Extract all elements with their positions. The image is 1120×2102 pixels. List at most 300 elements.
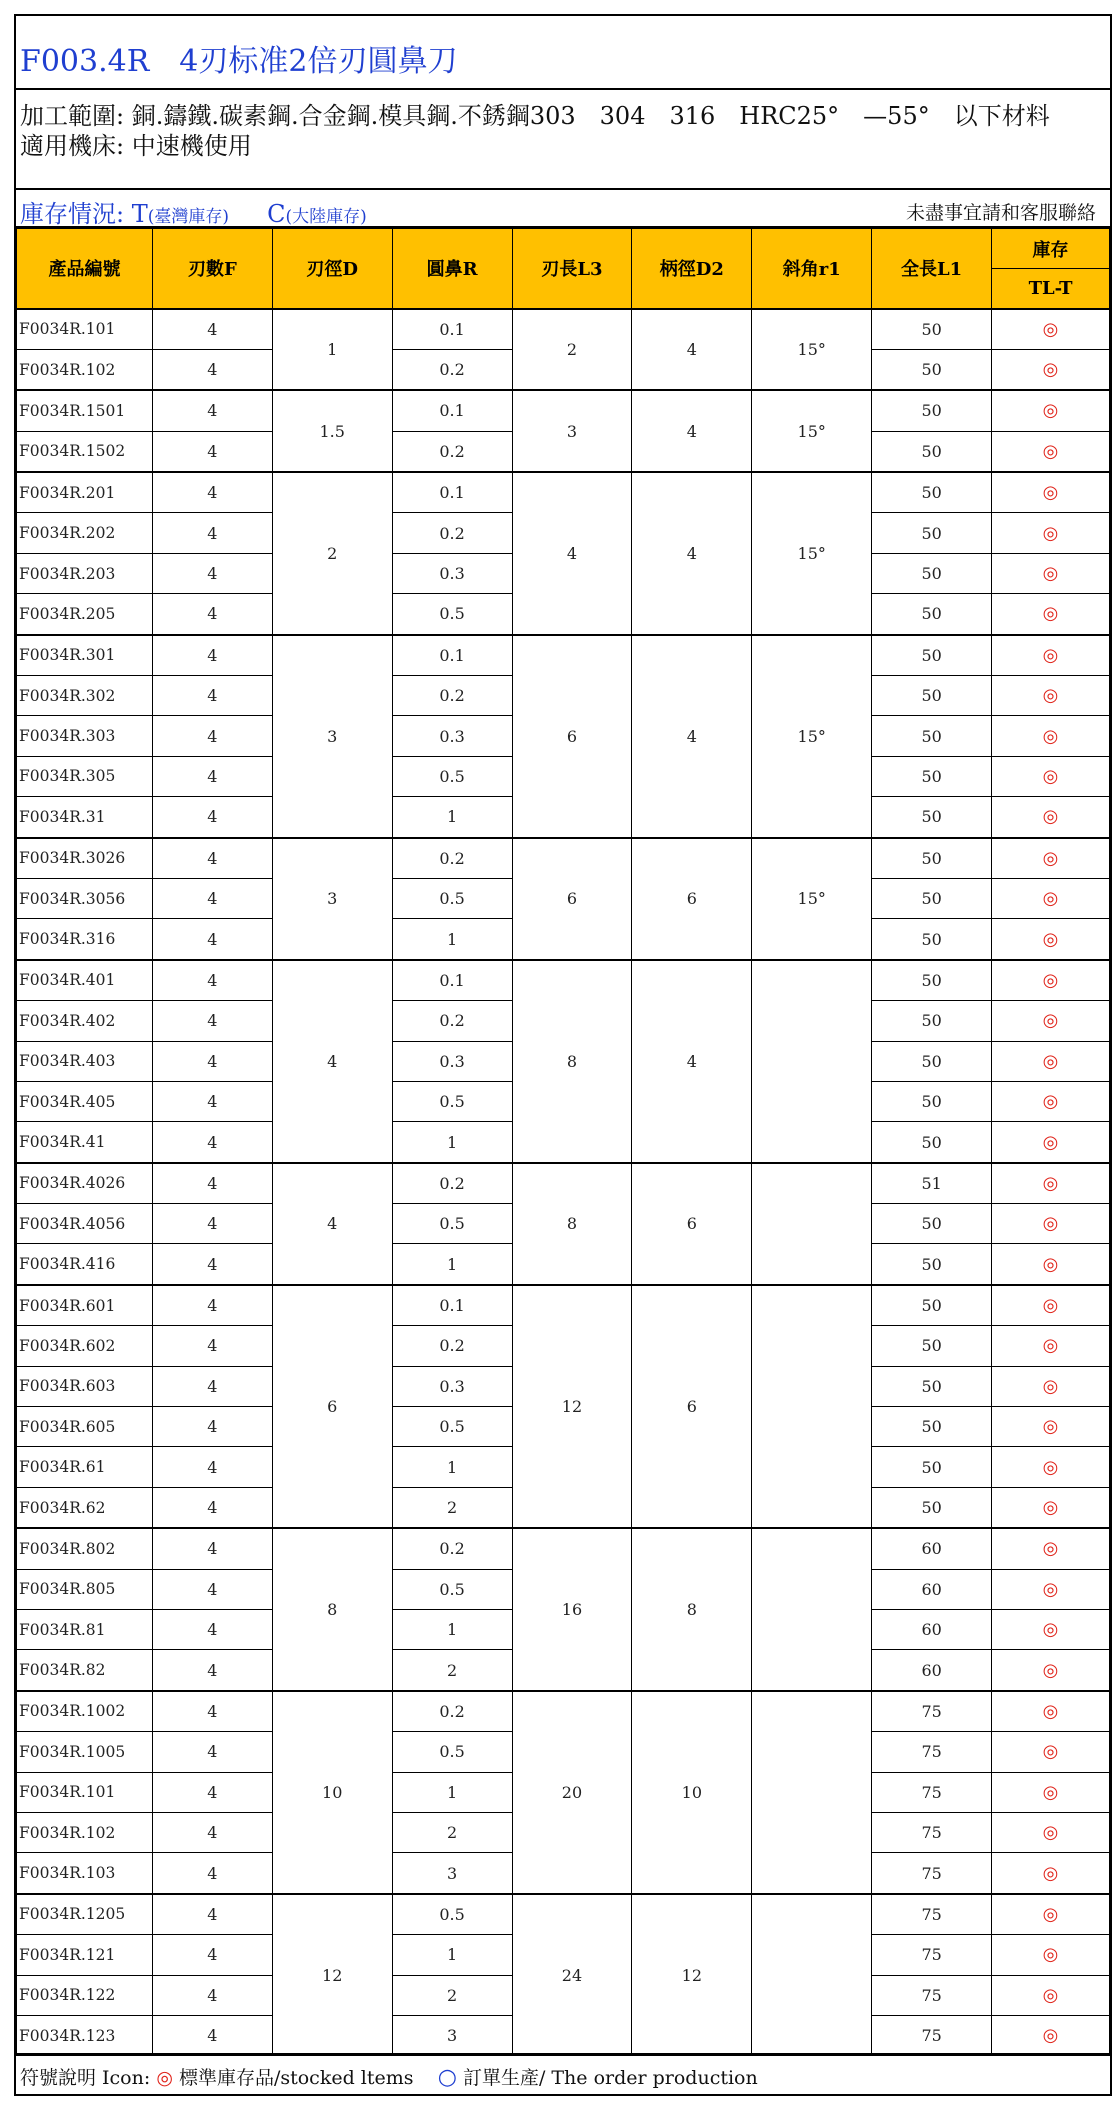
flute-count: 4 [152,676,272,716]
diameter-cell: 8 [272,1528,392,1691]
radius-cell: 1 [392,1447,512,1487]
overall-length-cell: 50 [872,797,992,838]
overall-length-cell: 75 [872,2015,992,2055]
header-radius: 圓鼻R [392,229,512,309]
overall-length-cell: 50 [872,1366,992,1406]
flute-count: 4 [152,960,272,1001]
table-row [17,635,1110,676]
product-code: F0034R.102 [17,1812,153,1852]
stock-label: 庫存情況: [20,200,125,228]
radius-cell: 1 [392,1935,512,1975]
radius-cell: 0.2 [392,1001,512,1041]
radius-cell: 0.2 [392,431,512,472]
radius-cell: 2 [392,1487,512,1528]
flute-count: 4 [152,1366,272,1406]
overall-length-cell: 75 [872,1975,992,2015]
product-code: F0034R.602 [17,1326,153,1366]
taiwan-code: T [131,200,148,228]
radius-cell: 1 [392,1122,512,1163]
stock-cell: ◎ [992,1812,1110,1852]
diameter-cell: 3 [272,635,392,838]
stock-cell: ◎ [992,1366,1110,1406]
overall-length-cell: 50 [872,472,992,513]
stock-cell: ◎ [992,1447,1110,1487]
product-code: F0034R.41 [17,1122,153,1163]
stock-cell: ◎ [992,472,1110,513]
product-code: F0034R.81 [17,1610,153,1650]
flute-count: 4 [152,1041,272,1081]
radius-cell: 0.5 [392,756,512,796]
diameter-cell: 12 [272,1894,392,2056]
diameter-cell: 6 [272,1285,392,1528]
overall-length-cell: 50 [872,431,992,472]
overall-length-cell: 50 [872,878,992,918]
stock-cell: ◎ [992,390,1110,431]
flute-count: 4 [152,553,272,593]
shank-cell: 4 [632,960,752,1163]
shank-cell: 6 [632,1285,752,1528]
overall-length-cell: 50 [872,1285,992,1326]
overall-length-cell: 60 [872,1650,992,1691]
shank-cell: 4 [632,390,752,472]
title-row [16,16,1110,90]
radius-cell: 0.5 [392,1407,512,1447]
stock-cell: ◎ [992,1772,1110,1812]
flute-length-cell: 6 [512,635,632,838]
radius-cell: 0.5 [392,1569,512,1609]
product-code: F0034R.3026 [17,838,153,879]
product-code: F0034R.405 [17,1081,153,1121]
overall-length-cell: 50 [872,838,992,879]
bevel-cell [752,1285,872,1528]
radius-cell: 0.2 [392,1326,512,1366]
radius-cell: 2 [392,1812,512,1852]
stock-cell: ◎ [992,1650,1110,1691]
radius-cell: 0.5 [392,1081,512,1121]
stock-cell: ◎ [992,594,1110,635]
stock-cell: ◎ [992,553,1110,593]
china-name: (大陸庫存) [285,207,367,227]
flute-length-cell: 24 [512,1894,632,2056]
stock-cell: ◎ [992,2015,1110,2055]
flute-count: 4 [152,1001,272,1041]
order-text: 訂單生產/ The order production [462,2067,758,2089]
product-code: F0034R.101 [17,1772,153,1812]
flute-length-cell: 20 [512,1691,632,1894]
header-overall-length: 全長L1 [872,229,992,309]
header-code: 產品編號 [17,229,153,309]
product-code: F0034R.201 [17,472,153,513]
product-code: F0034R.402 [17,1001,153,1041]
product-code: F0034R.305 [17,756,153,796]
product-code: F0034R.203 [17,553,153,593]
bevel-cell [752,1163,872,1285]
radius-cell: 3 [392,2015,512,2055]
bevel-cell: 15° [752,838,872,960]
bevel-cell [752,1528,872,1691]
radius-cell: 0.3 [392,553,512,593]
table-row [17,1528,1110,1569]
radius-cell: 1 [392,919,512,960]
stock-row [16,190,1110,228]
overall-length-cell: 51 [872,1163,992,1204]
overall-length-cell: 50 [872,1001,992,1041]
stock-cell: ◎ [992,1001,1110,1041]
taiwan-name: (臺灣庫存) [147,207,230,227]
flute-count: 4 [152,1326,272,1366]
stock-cell: ◎ [992,1853,1110,1894]
table-row [17,309,1110,350]
stock-cell: ◎ [992,1732,1110,1772]
table-row [17,838,1110,879]
flute-count: 4 [152,1853,272,1894]
flute-length-cell: 2 [512,309,632,391]
overall-length-cell: 75 [872,1935,992,1975]
table-row [17,472,1110,513]
overall-length-cell: 50 [872,635,992,676]
radius-cell: 0.1 [392,960,512,1001]
flute-count: 4 [152,1487,272,1528]
product-code: F0034R.101 [17,309,153,350]
flute-count: 4 [152,349,272,390]
stock-cell: ◎ [992,1163,1110,1204]
overall-length-cell: 60 [872,1528,992,1569]
overall-length-cell: 50 [872,1122,992,1163]
product-code: F0034R.1502 [17,431,153,472]
overall-length-cell: 75 [872,1772,992,1812]
header-shank: 柄徑D2 [632,229,752,309]
flute-count: 4 [152,594,272,635]
stock-cell: ◎ [992,1487,1110,1528]
radius-cell: 0.2 [392,1163,512,1204]
product-code: F0034R.205 [17,594,153,635]
flute-count: 4 [152,1732,272,1772]
product-code: F0034R.62 [17,1487,153,1528]
flute-count: 4 [152,1812,272,1852]
table-row [17,960,1110,1001]
product-code: F0034R.31 [17,797,153,838]
radius-cell: 0.2 [392,676,512,716]
shank-cell: 6 [632,1163,752,1285]
bevel-cell: 15° [752,390,872,472]
legend [20,2063,758,2090]
diameter-cell: 4 [272,1163,392,1285]
radius-cell: 0.1 [392,309,512,350]
header-flutes: 刃數F [152,229,272,309]
page-title: F003.4R 4刃标准2倍刃圓鼻刀 [20,44,458,79]
legend-row [16,2053,1110,2094]
flute-count: 4 [152,797,272,838]
header-stock-sub: TL-T [992,269,1110,309]
product-code: F0034R.121 [17,1935,153,1975]
flute-count: 4 [152,878,272,918]
stock-cell: ◎ [992,1407,1110,1447]
shank-cell: 4 [632,309,752,391]
flute-count: 4 [152,390,272,431]
overall-length-cell: 50 [872,676,992,716]
table-row [17,1285,1110,1326]
flute-count: 4 [152,1894,272,1935]
stock-cell: ◎ [992,919,1110,960]
radius-cell: 0.1 [392,635,512,676]
overall-length-cell: 75 [872,1732,992,1772]
product-code: F0034R.1501 [17,390,153,431]
stock-cell: ◎ [992,1041,1110,1081]
product-code: F0034R.202 [17,513,153,553]
radius-cell: 0.1 [392,1285,512,1326]
stock-cell: ◎ [992,1975,1110,2015]
product-code: F0034R.316 [17,919,153,960]
stock-cell: ◎ [992,1569,1110,1609]
stock-cell: ◎ [992,1935,1110,1975]
radius-cell: 1 [392,797,512,838]
bevel-cell: 15° [752,635,872,838]
product-code: F0034R.301 [17,635,153,676]
overall-length-cell: 50 [872,1041,992,1081]
overall-length-cell: 75 [872,1853,992,1894]
overall-length-cell: 60 [872,1610,992,1650]
radius-cell: 0.5 [392,1894,512,1935]
flute-length-cell: 12 [512,1285,632,1528]
radius-cell: 0.2 [392,1528,512,1569]
overall-length-cell: 75 [872,1691,992,1732]
radius-cell: 0.5 [392,1204,512,1244]
stock-cell: ◎ [992,349,1110,390]
stock-cell: ◎ [992,635,1110,676]
radius-cell: 2 [392,1650,512,1691]
radius-cell: 1 [392,1610,512,1650]
header-flute-length: 刃長L3 [512,229,632,309]
overall-length-cell: 50 [872,919,992,960]
flute-count: 4 [152,431,272,472]
flute-count: 4 [152,1244,272,1285]
stock-cell: ◎ [992,878,1110,918]
flute-count: 4 [152,472,272,513]
flute-count: 4 [152,838,272,879]
overall-length-cell: 50 [872,1244,992,1285]
diameter-cell: 2 [272,472,392,635]
stock-cell: ◎ [992,431,1110,472]
china-code: C [267,200,286,228]
flute-count: 4 [152,1772,272,1812]
product-code: F0034R.401 [17,960,153,1001]
flute-count: 4 [152,756,272,796]
bevel-cell [752,1894,872,2056]
stock-cell: ◎ [992,676,1110,716]
overall-length-cell: 50 [872,1326,992,1366]
stock-cell: ◎ [992,1081,1110,1121]
flute-count: 4 [152,309,272,350]
diameter-cell: 1 [272,309,392,391]
machine-line: 適用機床: 中速機使用 [20,132,252,160]
overall-length-cell: 50 [872,716,992,756]
radius-cell: 0.5 [392,878,512,918]
product-code: F0034R.102 [17,349,153,390]
flute-count: 4 [152,635,272,676]
flute-count: 4 [152,1204,272,1244]
product-code: F0034R.416 [17,1244,153,1285]
stock-cell: ◎ [992,309,1110,350]
radius-cell: 0.3 [392,1041,512,1081]
flute-count: 4 [152,1569,272,1609]
flute-count: 4 [152,1528,272,1569]
flute-length-cell: 4 [512,472,632,635]
stock-cell: ◎ [992,1285,1110,1326]
flute-length-cell: 6 [512,838,632,960]
overall-length-cell: 50 [872,594,992,635]
radius-cell: 0.5 [392,1732,512,1772]
overall-length-cell: 50 [872,1407,992,1447]
stock-status [20,194,367,229]
bevel-cell [752,1691,872,1894]
spec-body [17,309,1110,2056]
flute-count: 4 [152,1407,272,1447]
stocked-icon: ◎ [156,2067,173,2089]
radius-cell: 0.3 [392,716,512,756]
product-code: F0034R.605 [17,1407,153,1447]
overall-length-cell: 50 [872,390,992,431]
overall-length-cell: 50 [872,960,992,1001]
scope-row [16,90,1110,190]
materials-line: 加工範圍: 銅.鑄鐵.碳素鋼.合金鋼.模具鋼.不銹鋼303 304 316 HRC25° —55° 以下材料 [20,102,1050,130]
radius-cell: 0.5 [392,594,512,635]
flute-count: 4 [152,1163,272,1204]
flute-count: 4 [152,1285,272,1326]
spec-table [16,228,1110,2056]
stock-cell: ◎ [992,756,1110,796]
product-code: F0034R.302 [17,676,153,716]
radius-cell: 0.1 [392,472,512,513]
shank-cell: 4 [632,472,752,635]
product-code: F0034R.1205 [17,1894,153,1935]
stock-cell: ◎ [992,1691,1110,1732]
product-code: F0034R.4056 [17,1204,153,1244]
flute-count: 4 [152,1935,272,1975]
flute-length-cell: 16 [512,1528,632,1691]
stock-cell: ◎ [992,1122,1110,1163]
product-code: F0034R.1005 [17,1732,153,1772]
overall-length-cell: 60 [872,1569,992,1609]
stock-cell: ◎ [992,1244,1110,1285]
shank-cell: 10 [632,1691,752,1894]
product-code: F0034R.3056 [17,878,153,918]
stocked-text: 標準庫存品/stocked ltems [178,2067,414,2089]
radius-cell: 0.1 [392,390,512,431]
flute-count: 4 [152,1081,272,1121]
header-bevel: 斜角r1 [752,229,872,309]
flute-count: 4 [152,513,272,553]
diameter-cell: 1.5 [272,390,392,472]
product-code: F0034R.1002 [17,1691,153,1732]
flute-count: 4 [152,1650,272,1691]
overall-length-cell: 50 [872,1487,992,1528]
bevel-cell: 15° [752,309,872,391]
product-code: F0034R.303 [17,716,153,756]
table-row [17,1691,1110,1732]
flute-length-cell: 3 [512,390,632,472]
bevel-cell [752,960,872,1163]
radius-cell: 1 [392,1772,512,1812]
product-code: F0034R.61 [17,1447,153,1487]
radius-cell: 3 [392,1853,512,1894]
radius-cell: 0.3 [392,1366,512,1406]
radius-cell: 0.2 [392,838,512,879]
product-code: F0034R.802 [17,1528,153,1569]
product-code: F0034R.103 [17,1853,153,1894]
radius-cell: 0.2 [392,1691,512,1732]
overall-length-cell: 50 [872,1081,992,1121]
product-code: F0034R.122 [17,1975,153,2015]
table-row [17,1894,1110,1935]
stock-cell: ◎ [992,1204,1110,1244]
shank-cell: 8 [632,1528,752,1691]
overall-length-cell: 50 [872,553,992,593]
table-row [17,390,1110,431]
order-icon: ○ [437,2065,457,2090]
stock-cell: ◎ [992,1326,1110,1366]
header-diameter: 刃徑D [272,229,392,309]
shank-cell: 12 [632,1894,752,2056]
stock-cell: ◎ [992,1610,1110,1650]
legend-label: 符號說明 Icon: [20,2067,151,2089]
catalog-sheet [14,14,1112,2096]
radius-cell: 0.2 [392,349,512,390]
flute-count: 4 [152,919,272,960]
stock-cell: ◎ [992,716,1110,756]
radius-cell: 0.2 [392,513,512,553]
product-code: F0034R.603 [17,1366,153,1406]
product-code: F0034R.4026 [17,1163,153,1204]
stock-cell: ◎ [992,797,1110,838]
contact-note: 未盡事宜請和客服聯絡 [905,202,1096,224]
stock-cell: ◎ [992,1894,1110,1935]
flute-count: 4 [152,1975,272,2015]
flute-length-cell: 8 [512,960,632,1163]
flute-count: 4 [152,716,272,756]
flute-count: 4 [152,1122,272,1163]
shank-cell: 4 [632,635,752,838]
overall-length-cell: 50 [872,1204,992,1244]
product-code: F0034R.601 [17,1285,153,1326]
product-code: F0034R.82 [17,1650,153,1691]
product-code: F0034R.403 [17,1041,153,1081]
flute-count: 4 [152,1691,272,1732]
overall-length-cell: 50 [872,513,992,553]
diameter-cell: 4 [272,960,392,1163]
overall-length-cell: 50 [872,309,992,350]
table-row [17,1163,1110,1204]
bevel-cell: 15° [752,472,872,635]
overall-length-cell: 50 [872,349,992,390]
overall-length-cell: 50 [872,756,992,796]
flute-count: 4 [152,1447,272,1487]
shank-cell: 6 [632,838,752,960]
product-code: F0034R.123 [17,2015,153,2055]
stock-cell: ◎ [992,960,1110,1001]
flute-count: 4 [152,1610,272,1650]
radius-cell: 1 [392,1244,512,1285]
radius-cell: 2 [392,1975,512,2015]
product-code: F0034R.805 [17,1569,153,1609]
flute-length-cell: 8 [512,1163,632,1285]
stock-cell: ◎ [992,838,1110,879]
stock-cell: ◎ [992,513,1110,553]
header-stock: 庫存 [992,229,1110,269]
stock-cell: ◎ [992,1528,1110,1569]
overall-length-cell: 50 [872,1447,992,1487]
overall-length-cell: 75 [872,1812,992,1852]
flute-count: 4 [152,2015,272,2055]
